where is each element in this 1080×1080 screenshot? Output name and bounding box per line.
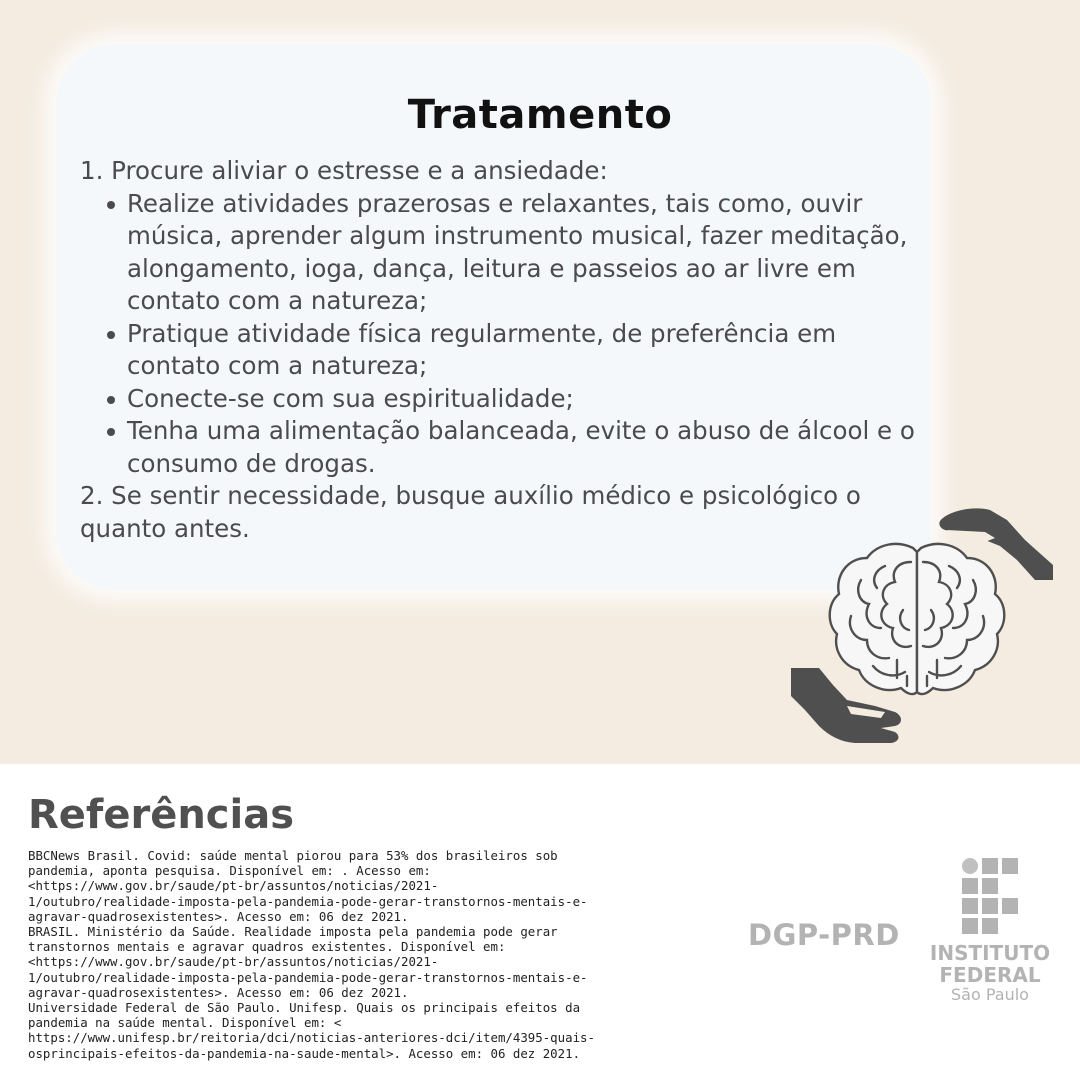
brain-icon [830,544,1005,694]
treatment-bullet-list [80,188,920,481]
treatment-bullet: Pratique atividade física regularmente, de preferência em contato com a natureza; [127,318,920,383]
card-body [80,155,920,545]
card-title: Tratamento [407,92,673,138]
references-text: BBCNews Brasil. Covid: saúde mental piorou para 53% dos brasileiros sob pandemia, aponta pesquisa. Disponível em: . Acesso em: <https://www.gov.br/saude/pt-br/assuntos/noticias/2021- 1/outubro/realidade-imposta-pela-pandemia-pode-gerar-transtornos-mentais-e- agravar-quadrosexistentes>. Acesso em: 06 dez 2021. BRASIL. Ministério da Saúde. Realidade imposta pela pandemia pode gerar transtornos mentais e agravar quadros existentes. Disponível em: <https://www.gov.br/saude/pt-br/assuntos/noticias/2021- 1/outubro/realidade-imposta-pela-pandemia-pode-gerar-transtornos-mentais-e- agravar-quadrosexistentes>. Acesso em: 06 dez 2021. Universidade Federal de São Paulo. Unifesp. Quais os principais efeitos da pandemia na saúde mental. Disponível em: < https://www.unifesp.br/reitoria/dci/noticias-anteriores-dci/item/4395-quais- osprincipais-efeitos-da-pandemia-na-saude-mental>. Acesso em: 06 dez 2021. [28,848,595,1061]
treatment-bullet: Realize atividades prazerosas e relaxantes, tais como, ouvir música, aprender algum instrumento musical, fazer meditação, alongamento, ioga, dança, leitura e passeios ao ar livre em contato com a natureza; [127,188,920,318]
institute-name [918,942,1062,986]
dgp-prd-logo: DGP-PRD [748,918,900,952]
institute-name-line1: INSTITUTO [929,941,1051,965]
treatment-bullet: Tenha uma alimentação balanceada, evite o abuso de álcool e o consumo de drogas. [127,415,920,480]
treatment-bullet: Conecte-se com sua espiritualidade; [127,383,920,416]
treatment-item-2: 2. Se sentir necessidade, busque auxílio médico e psicológico o quanto antes. [80,481,861,543]
institute-name-line2: FEDERAL [939,963,1041,987]
institute-campus: São Paulo [951,985,1029,1004]
references-title: Referências [28,792,295,838]
treatment-item-1: 1. Procure aliviar o estresse e a ansiedade: [80,156,608,185]
brain-hands-illustration [785,500,1060,750]
if-logo-icon [962,858,1020,934]
